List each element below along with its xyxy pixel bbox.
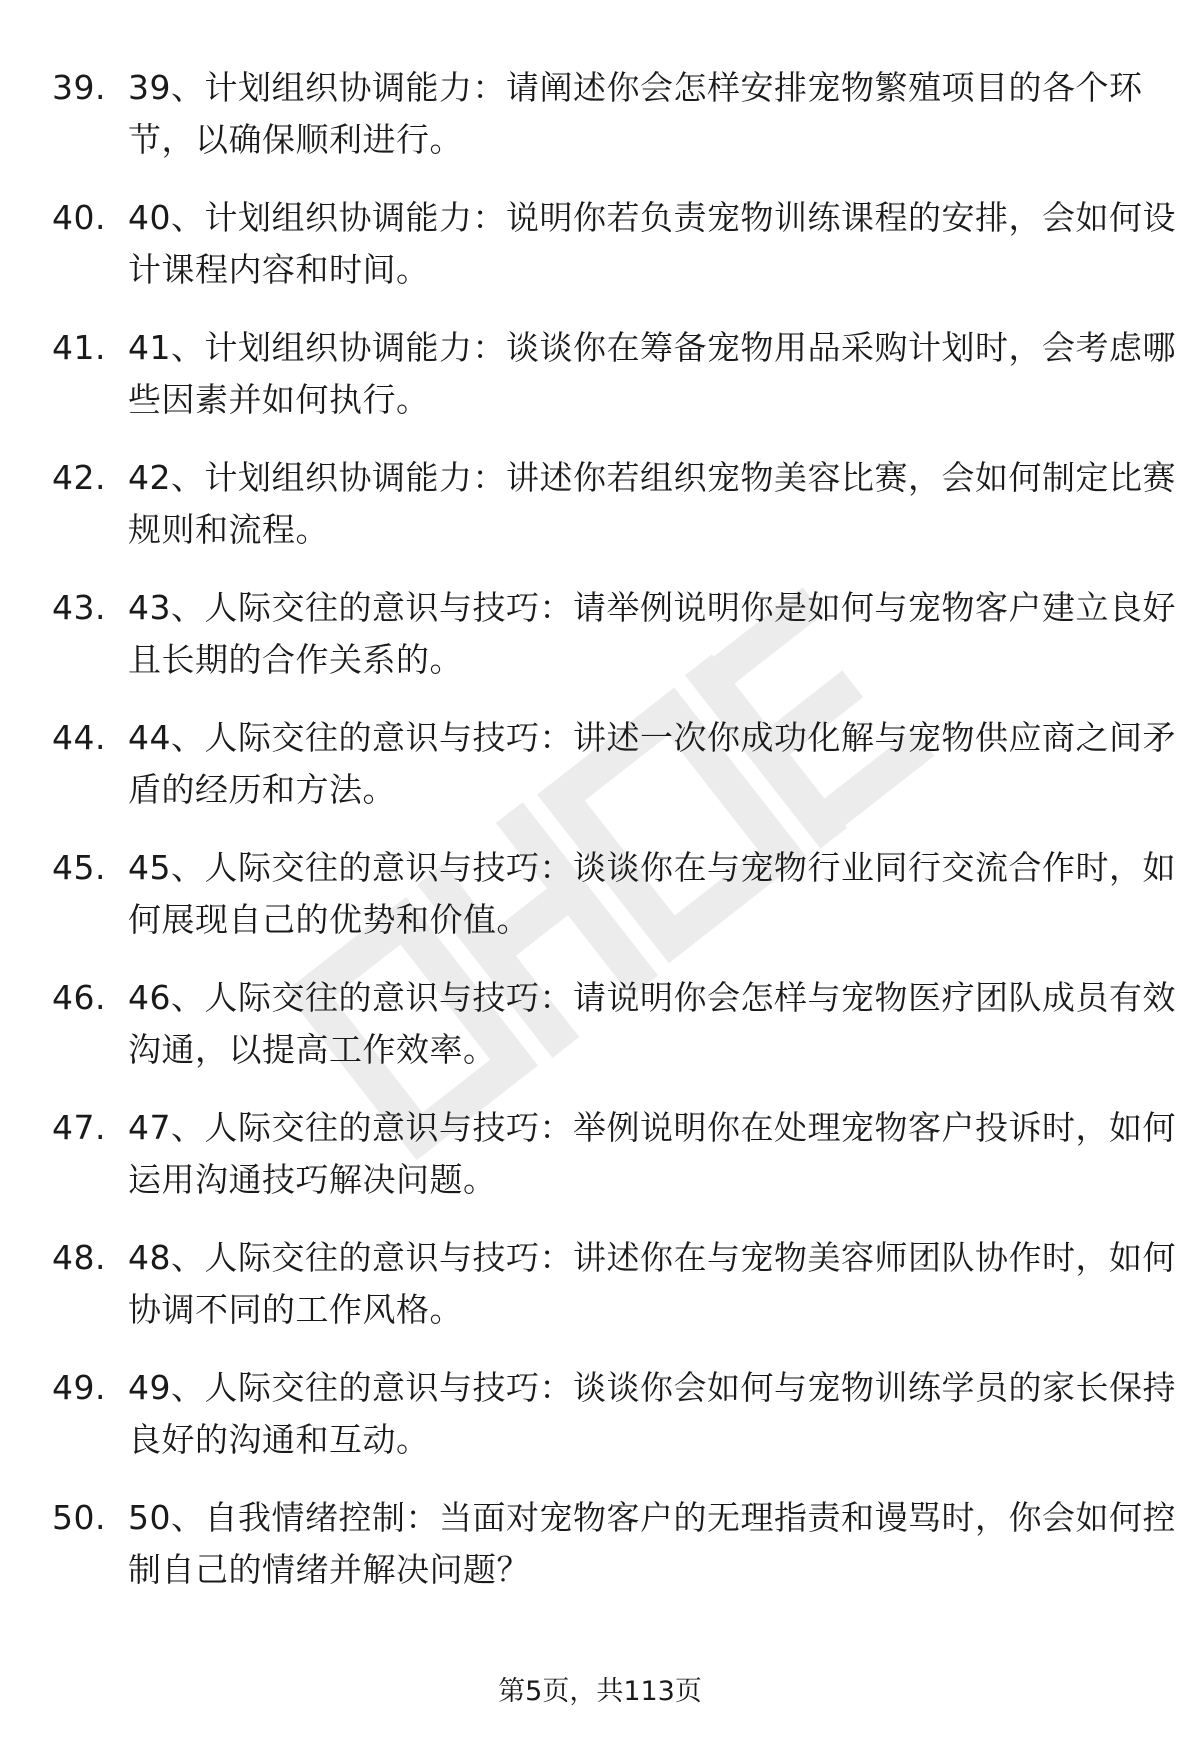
list-item bbox=[52, 1362, 1176, 1492]
list-item bbox=[52, 1492, 1176, 1622]
question-text: 42、计划组织协调能力：讲述你若组织宠物美容比赛，会如何制定比赛规则和流程。 bbox=[128, 458, 1176, 549]
question-number: 39. bbox=[52, 68, 106, 107]
list-item bbox=[52, 972, 1176, 1102]
question-list bbox=[52, 62, 1176, 1622]
list-item bbox=[52, 192, 1176, 322]
list-item bbox=[52, 582, 1176, 712]
question-text: 49、人际交往的意识与技巧：谈谈你会如何与宠物训练学员的家长保持良好的沟通和互动。 bbox=[128, 1368, 1176, 1459]
question-text: 46、人际交往的意识与技巧：请说明你会怎样与宠物医疗团队成员有效沟通，以提高工作效率。 bbox=[128, 978, 1176, 1069]
question-number: 45. bbox=[52, 848, 106, 887]
list-item bbox=[52, 1232, 1176, 1362]
question-text: 43、人际交往的意识与技巧：请举例说明你是如何与宠物客户建立良好且长期的合作关系的。 bbox=[128, 588, 1176, 679]
list-item bbox=[52, 842, 1176, 972]
list-item bbox=[52, 452, 1176, 582]
question-number: 43. bbox=[52, 588, 106, 627]
list-item bbox=[52, 322, 1176, 452]
question-text: 39、计划组织协调能力：请阐述你会怎样安排宠物繁殖项目的各个环节，以确保顺利进行。 bbox=[128, 68, 1143, 159]
page-footer: 第5页，共113页 bbox=[498, 1676, 702, 1707]
list-item bbox=[52, 1102, 1176, 1232]
question-text: 41、计划组织协调能力：谈谈你在筹备宠物用品采购计划时，会考虑哪些因素并如何执行。 bbox=[128, 328, 1176, 419]
question-number: 41. bbox=[52, 328, 106, 367]
question-number: 42. bbox=[52, 458, 106, 497]
question-number: 44. bbox=[52, 718, 106, 757]
question-number: 48. bbox=[52, 1238, 106, 1277]
question-number: 46. bbox=[52, 978, 106, 1017]
question-text: 48、人际交往的意识与技巧：讲述你在与宠物美容师团队协作时，如何协调不同的工作风格。 bbox=[128, 1238, 1176, 1329]
question-number: 50. bbox=[52, 1498, 106, 1537]
question-text: 50、自我情绪控制：当面对宠物客户的无理指责和谩骂时，你会如何控制自己的情绪并解决问题？ bbox=[128, 1498, 1176, 1589]
list-item bbox=[52, 712, 1176, 842]
question-text: 47、人际交往的意识与技巧：举例说明你在处理宠物客户投诉时，如何运用沟通技巧解决问题。 bbox=[128, 1108, 1176, 1199]
question-text: 44、人际交往的意识与技巧：讲述一次你成功化解与宠物供应商之间矛盾的经历和方法。 bbox=[128, 718, 1176, 809]
question-text: 45、人际交往的意识与技巧：谈谈你在与宠物行业同行交流合作时，如何展现自己的优势和价值。 bbox=[128, 848, 1176, 939]
question-number: 49. bbox=[52, 1368, 106, 1407]
question-number: 40. bbox=[52, 198, 106, 237]
list-item bbox=[52, 62, 1152, 192]
question-number: 47. bbox=[52, 1108, 106, 1147]
question-text: 40、计划组织协调能力：说明你若负责宠物训练课程的安排，会如何设计课程内容和时间。 bbox=[128, 198, 1176, 289]
